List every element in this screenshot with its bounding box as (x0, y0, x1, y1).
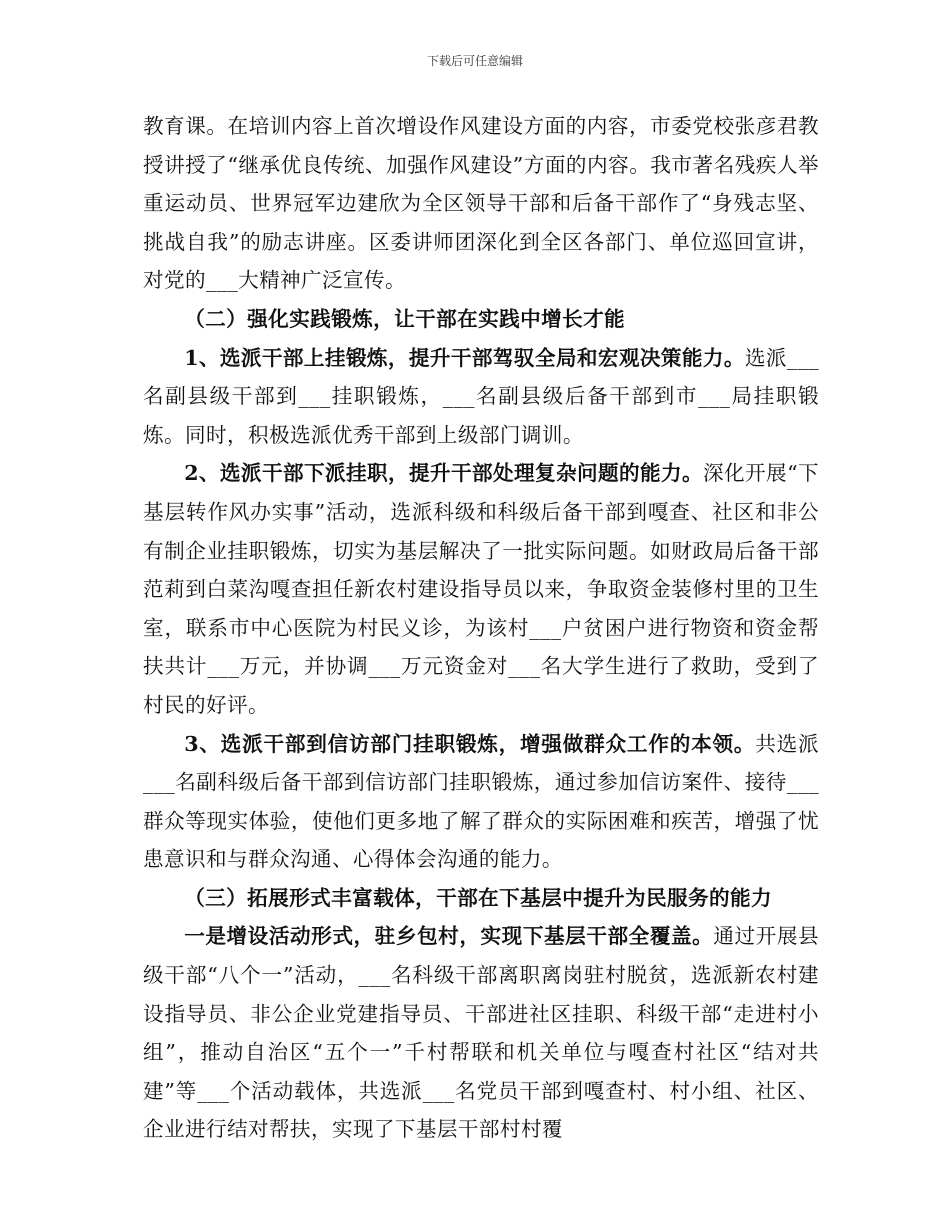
paragraph-text: 通过开展县级干部“八个一”活动，___名科级干部离职离岗驻村脱贫，选派新农村建设指导员、非公企业党建指导员、干部进社区挂职、科级干部“走进村小组”，推动自治区“五个一”千村帮联和机关单位与嘎查村社区“结对共建”等___个活动载体，共选派___名党员干部到嘎查村、村小组、社区、企业进行结对帮扶，实现了下基层干部村村覆 (143, 924, 820, 1142)
document-body (143, 107, 819, 1149)
paragraph-text: 共选派___名副科级后备干部到信访部门挂职锻炼，通过参加信访案件、接待___群众等现实体验，使他们更多地了解了群众的实际困难和疾苦，增强了忧患意识和与群众沟通、心得体会沟通的能力。 (143, 731, 819, 872)
paragraph-1: 教育课。在培训内容上首次增设作风建设方面的内容，市委党校张彦君教授讲授了“继承优良传统、加强作风建设”方面的内容。我市著名残疾人举重运动员、世界冠军边建欣为全区领导干部和后备干部作了“身残志坚、挑战自我”的励志讲座。区委讲师团深化到全区各部门、单位巡回宣讲，对党的___大精神广泛宣传。 (143, 114, 819, 293)
section-heading-2: （二）强化实践锻炼，让干部在实践中增长才能 (184, 306, 626, 331)
paragraph-item-1 (143, 339, 819, 455)
paragraph-lead: 2、选派干部下派挂职，提升干部处理复杂问题的能力。 (184, 461, 704, 486)
paragraph-lead: 1、选派干部上挂锻炼，提升干部驾驭全局和宏观决策能力。 (184, 345, 745, 370)
section-heading-3: （三）拓展形式丰富载体，干部在下基层中提升为民服务的能力 (184, 885, 773, 910)
paragraph-item-2 (143, 454, 819, 724)
page-header: 下载后可任意编辑 (426, 54, 523, 68)
paragraph-lead: 3、选派干部到信访部门挂职锻炼，增强做群众工作的本领。 (184, 731, 756, 756)
paragraph-item-4 (143, 917, 819, 1149)
paragraph-text: 选派___名副县级干部到___挂职锻炼，___名副县级后备干部到市___局挂职锻炼。同时，积极选派优秀干部到上级部门调训。 (143, 345, 819, 447)
paragraph-text: 深化开展“下基层转作风办实事”活动，选派科级和科级后备干部到嘎查、社区和非公有制企业挂职锻炼，切实为基层解决了一批实际问题。如财政局后备干部范莉到白菜沟嘎查担任新农村建设指导员以来，争取资金装修村里的卫生室，联系市中心医院为村民义诊，为该村___户贫困户进行物资和资金帮扶共计___万元，并协调___万元资金对___名大学生进行了救助，受到了村民的好评。 (143, 461, 819, 717)
paragraph-lead: 一是增设活动形式，驻乡包村，实现下基层干部全覆盖。 (184, 924, 714, 949)
paragraph-item-3 (143, 725, 819, 879)
